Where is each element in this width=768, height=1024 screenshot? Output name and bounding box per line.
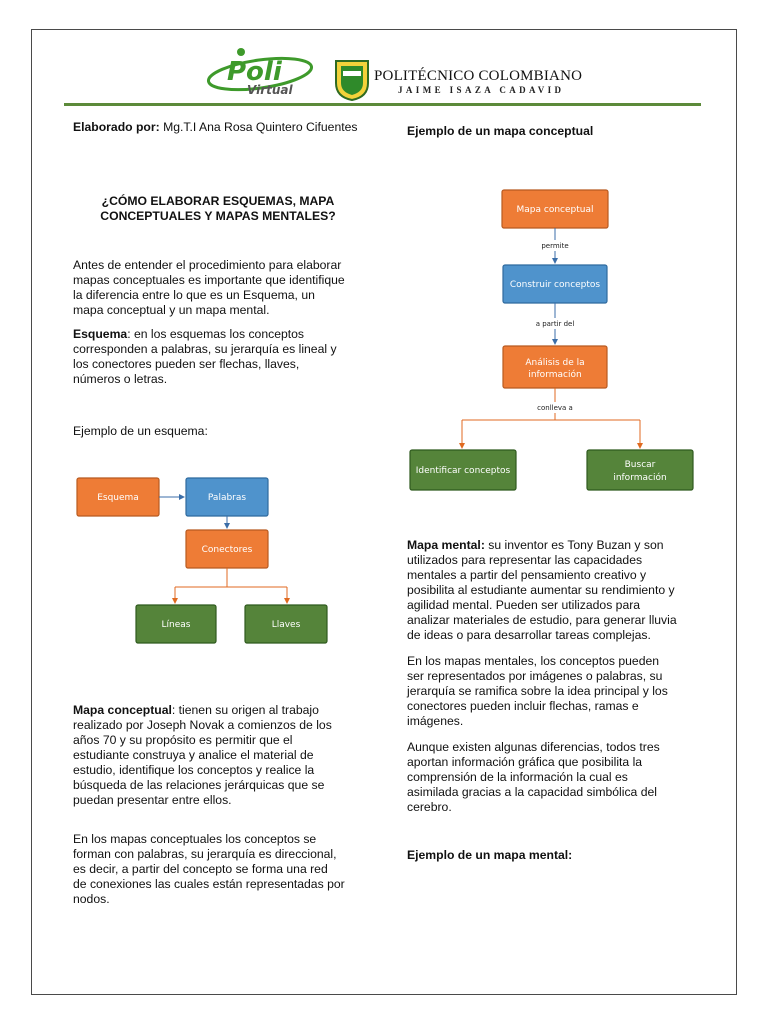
text-run: su inventor es Tony Buzan y son [484, 538, 664, 552]
text-line: estudiante construya y analice el material de [73, 748, 314, 762]
logo-word: Poli [227, 57, 282, 87]
node-buscar-label-2: información [613, 473, 667, 483]
text-line: realizado por Joseph Novak a comienzos de los [73, 718, 332, 732]
poli-virtual-logo [205, 44, 323, 100]
example-mind-map-label: Ejemplo de un mapa mental: [407, 848, 573, 862]
institution-crest [334, 59, 370, 101]
text-line: imágenes. [407, 714, 464, 728]
text-line: cerebro. [407, 800, 452, 814]
text-line: la diferencia entre lo que es un Esquema, un [73, 288, 315, 302]
node-construir-conceptos-label: Construir conceptos [509, 280, 601, 290]
text-line [73, 327, 365, 342]
institution-name: POLITÉCNICO COLOMBIANO [374, 68, 583, 84]
mapa-mental-term: Mapa mental: [407, 538, 485, 552]
mapa-mental-paragraph-3 [407, 740, 697, 815]
text-run: : en los esquemas los conceptos [127, 327, 305, 341]
text-line: de conexiones las cuales están representadas por [73, 877, 345, 891]
text-line: forman con palabras, su jerarquía es direccional, [73, 847, 337, 861]
text-line: agilidad mental. Pueden ser utilizados para [407, 598, 641, 612]
mapa-conceptual-paragraph-2 [73, 832, 365, 907]
esquema-diagram [70, 470, 340, 650]
text-line [407, 538, 697, 553]
edge-label-a-partir: a partir del [535, 320, 575, 328]
text-line: años 70 y su propósito es permitir que el [73, 733, 293, 747]
text-line: asimilada gracias a la capacidad simbólica del [407, 785, 657, 799]
node-conectores-label: Conectores [201, 545, 253, 555]
node-analisis-label-1: Análisis de la [525, 358, 585, 368]
author-label: Elaborado por: [73, 120, 160, 134]
node-palabras-label: Palabras [207, 493, 247, 503]
title-line-1: ¿CÓMO ELABORAR ESQUEMAS, MAPA [101, 194, 335, 208]
text-line: aportan información gráfica que posibilita la [407, 755, 643, 769]
mapa-mental-paragraph [407, 538, 697, 643]
text-line: conectores pueden incluir flechas, ramas e [407, 699, 639, 713]
institution-subtitle: JAIME ISAZA CADAVID [398, 85, 565, 95]
node-llaves-label: Llaves [271, 620, 301, 630]
text-line: de ideas o para desarrollar tareas complejas. [407, 628, 651, 642]
esquema-paragraph [73, 327, 365, 387]
edge-label-conlleva: conlleva a [537, 404, 573, 412]
text-line: Antes de entender el procedimiento para elaborar [73, 258, 342, 272]
text-line: mentales a partir del pensamiento creativo y [407, 568, 647, 582]
node-mapa-conceptual-label: Mapa conceptual [516, 205, 594, 215]
header-rule [64, 103, 701, 106]
text-line: estudio, identifique los conceptos y realice la [73, 763, 315, 777]
text-line: mapa conceptual y un mapa mental. [73, 303, 270, 317]
text-line: es decir, a partir del concepto se forma una red [73, 862, 328, 876]
node-buscar-label-1: Buscar [624, 460, 656, 470]
text-line: En los mapas mentales, los conceptos pueden [407, 654, 660, 668]
crest-band [343, 71, 361, 76]
text-line: puedan presentar entre ellos. [73, 793, 232, 807]
text-line: los conectores pueden ser flechas, llaves, [73, 357, 300, 371]
text-line: nodos. [73, 892, 110, 906]
node-analisis-label-2: información [528, 370, 582, 380]
example-concept-map-label: Ejemplo de un mapa conceptual [407, 124, 594, 138]
mapa-mental-paragraph-2 [407, 654, 697, 729]
author-name: Mg.T.I Ana Rosa Quintero Cifuentes [163, 120, 358, 134]
intro-paragraph [73, 258, 365, 318]
page-title [73, 194, 363, 224]
text-line: analizar materiales de estudio, para generar lluvia [407, 613, 677, 627]
title-line-2: CONCEPTUALES Y MAPAS MENTALES? [100, 209, 336, 223]
edge-conectores-branch [175, 568, 287, 603]
mapa-conceptual-term: Mapa conceptual [73, 703, 172, 717]
edge-label-permite: permite [541, 242, 569, 250]
mapa-conceptual-paragraph [73, 703, 365, 808]
text-line: búsqueda de las relaciones jerárquicas que se [73, 778, 325, 792]
text-line: jerarquía se ramifica sobre la idea principal y los [407, 684, 668, 698]
concept-map-diagram [400, 180, 700, 500]
esquema-term: Esquema [73, 327, 128, 341]
text-line: utilizados para representar las capacidades [407, 553, 643, 567]
text-line: corresponden a palabras, su jerarquía es lineal y [73, 342, 337, 356]
text-line [73, 703, 365, 718]
text-run: : tienen su origen al trabajo [171, 703, 319, 717]
node-esquema-label: Esquema [97, 493, 139, 503]
text-line: ser representados por imágenes o palabras, su [407, 669, 663, 683]
node-identificar-label: Identificar conceptos [415, 466, 511, 476]
author-line [73, 120, 357, 135]
text-line: comprensión de la información la cual es [407, 770, 628, 784]
node-lineas-label: Líneas [161, 620, 191, 630]
text-line: posibilita al estudiante aumentar su rendimiento y [407, 583, 675, 597]
institution-header [374, 68, 582, 95]
text-line: Aunque existen algunas diferencias, todos tres [407, 740, 660, 754]
logo-sub: Virtual [247, 83, 293, 97]
node-buscar-informacion [587, 450, 693, 490]
crest-inner [341, 66, 363, 95]
example-esquema-label: Ejemplo de un esquema: [73, 424, 208, 438]
text-line: En los mapas conceptuales los conceptos se [73, 832, 317, 846]
text-line: números o letras. [73, 372, 168, 386]
text-line: mapas conceptuales es importante que identifique [73, 273, 345, 287]
logo-dot [237, 48, 245, 56]
